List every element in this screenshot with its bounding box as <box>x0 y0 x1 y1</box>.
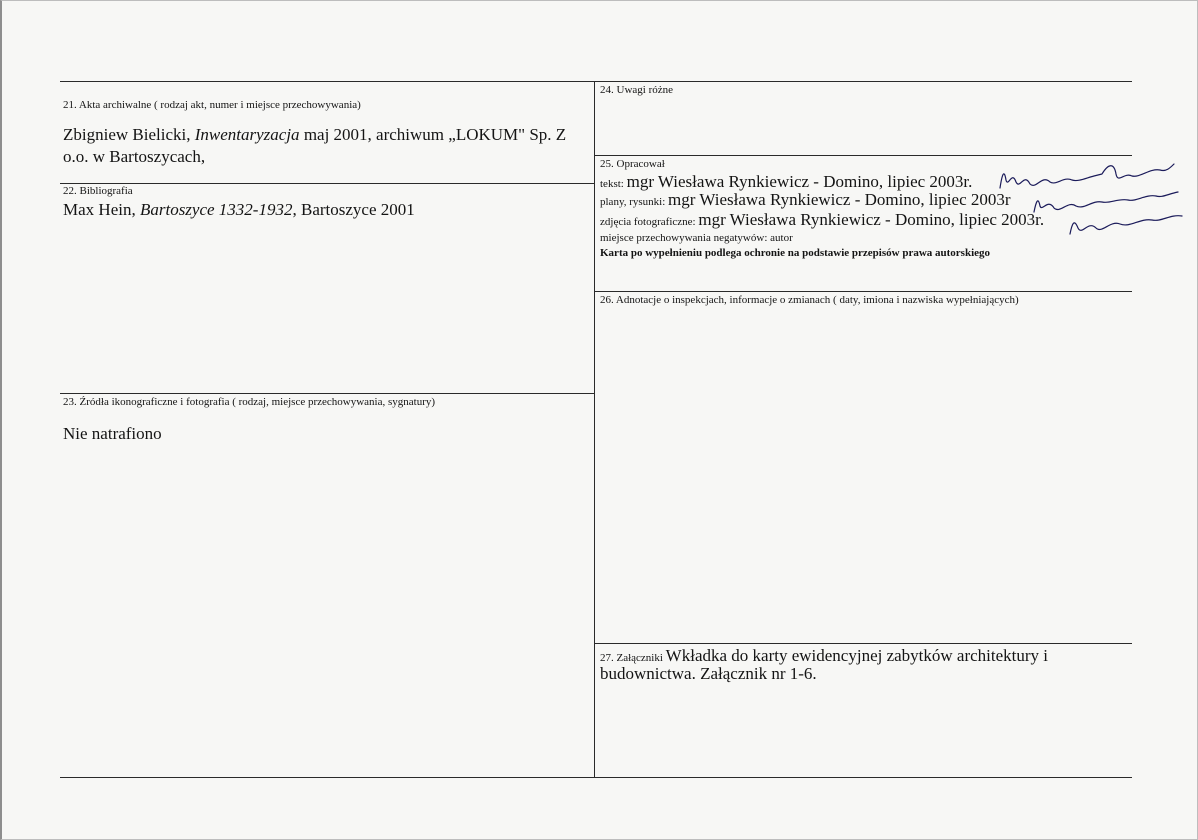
section-21-text-line2: o.o. w Bartoszycach, <box>63 147 206 166</box>
section-27-line2: budownictwa. Załącznik nr 1-6. <box>600 664 817 683</box>
section-25-tekst-line: tekst: mgr Wiesława Rynkiewicz - Domino, lipiec 2003r. <box>600 172 973 191</box>
section-21-label: 21. Akta archiwalne ( rodzaj akt, numer i miejsce przechowywania) <box>63 99 361 111</box>
section-26-label: 26. Adnotacje o inspekcjach, informacje o zmianach ( daty, imiona i nazwiska wypełniających) <box>600 294 1019 306</box>
column-divider <box>594 81 595 777</box>
divider-26-27 <box>594 643 1132 644</box>
section-22-label: 22. Bibliografia <box>63 185 133 197</box>
divider-22-23 <box>60 393 594 394</box>
section-25-negatywy: miejsce przechowywania negatywów: autor <box>600 232 793 244</box>
section-21-text-line1: Zbigniew Bielicki, Inwentaryzacja maj 2001, archiwum „LOKUM" Sp. Z <box>63 125 567 144</box>
bottom-border-line <box>60 777 1132 778</box>
section-25-label: 25. Opracował <box>600 158 665 170</box>
section-23-label: 23. Źródła ikonograficzne i fotografia ( rodzaj, miejsce przechowywania, sygnatury) <box>63 396 436 408</box>
top-border-line <box>60 81 1132 82</box>
signature-mark <box>990 150 1190 240</box>
section-25-plany-line: plany, rysunki: mgr Wiesława Rynkiewicz - Domino, lipiec 2003r <box>600 190 1011 209</box>
section-22-text: Max Hein, Bartoszyce 1332-1932, Bartoszyce 2001 <box>63 200 415 219</box>
section-25-zdjecia-line: zdjęcia fotograficzne: mgr Wiesława Rynkiewicz - Domino, lipiec 2003r. <box>600 210 1045 229</box>
section-23-text: Nie natrafiono <box>63 424 162 443</box>
section-24-label: 24. Uwagi różne <box>600 84 674 96</box>
divider-25-26 <box>594 291 1132 292</box>
section-27-line1: 27. Załączniki Wkładka do karty ewidencyjnej zabytków architektury i <box>600 646 1049 665</box>
divider-21-22 <box>60 183 594 184</box>
section-25-copyright-note: Karta po wypełnieniu podlega ochronie na podstawie przepisów prawa autorskiego <box>600 247 991 259</box>
